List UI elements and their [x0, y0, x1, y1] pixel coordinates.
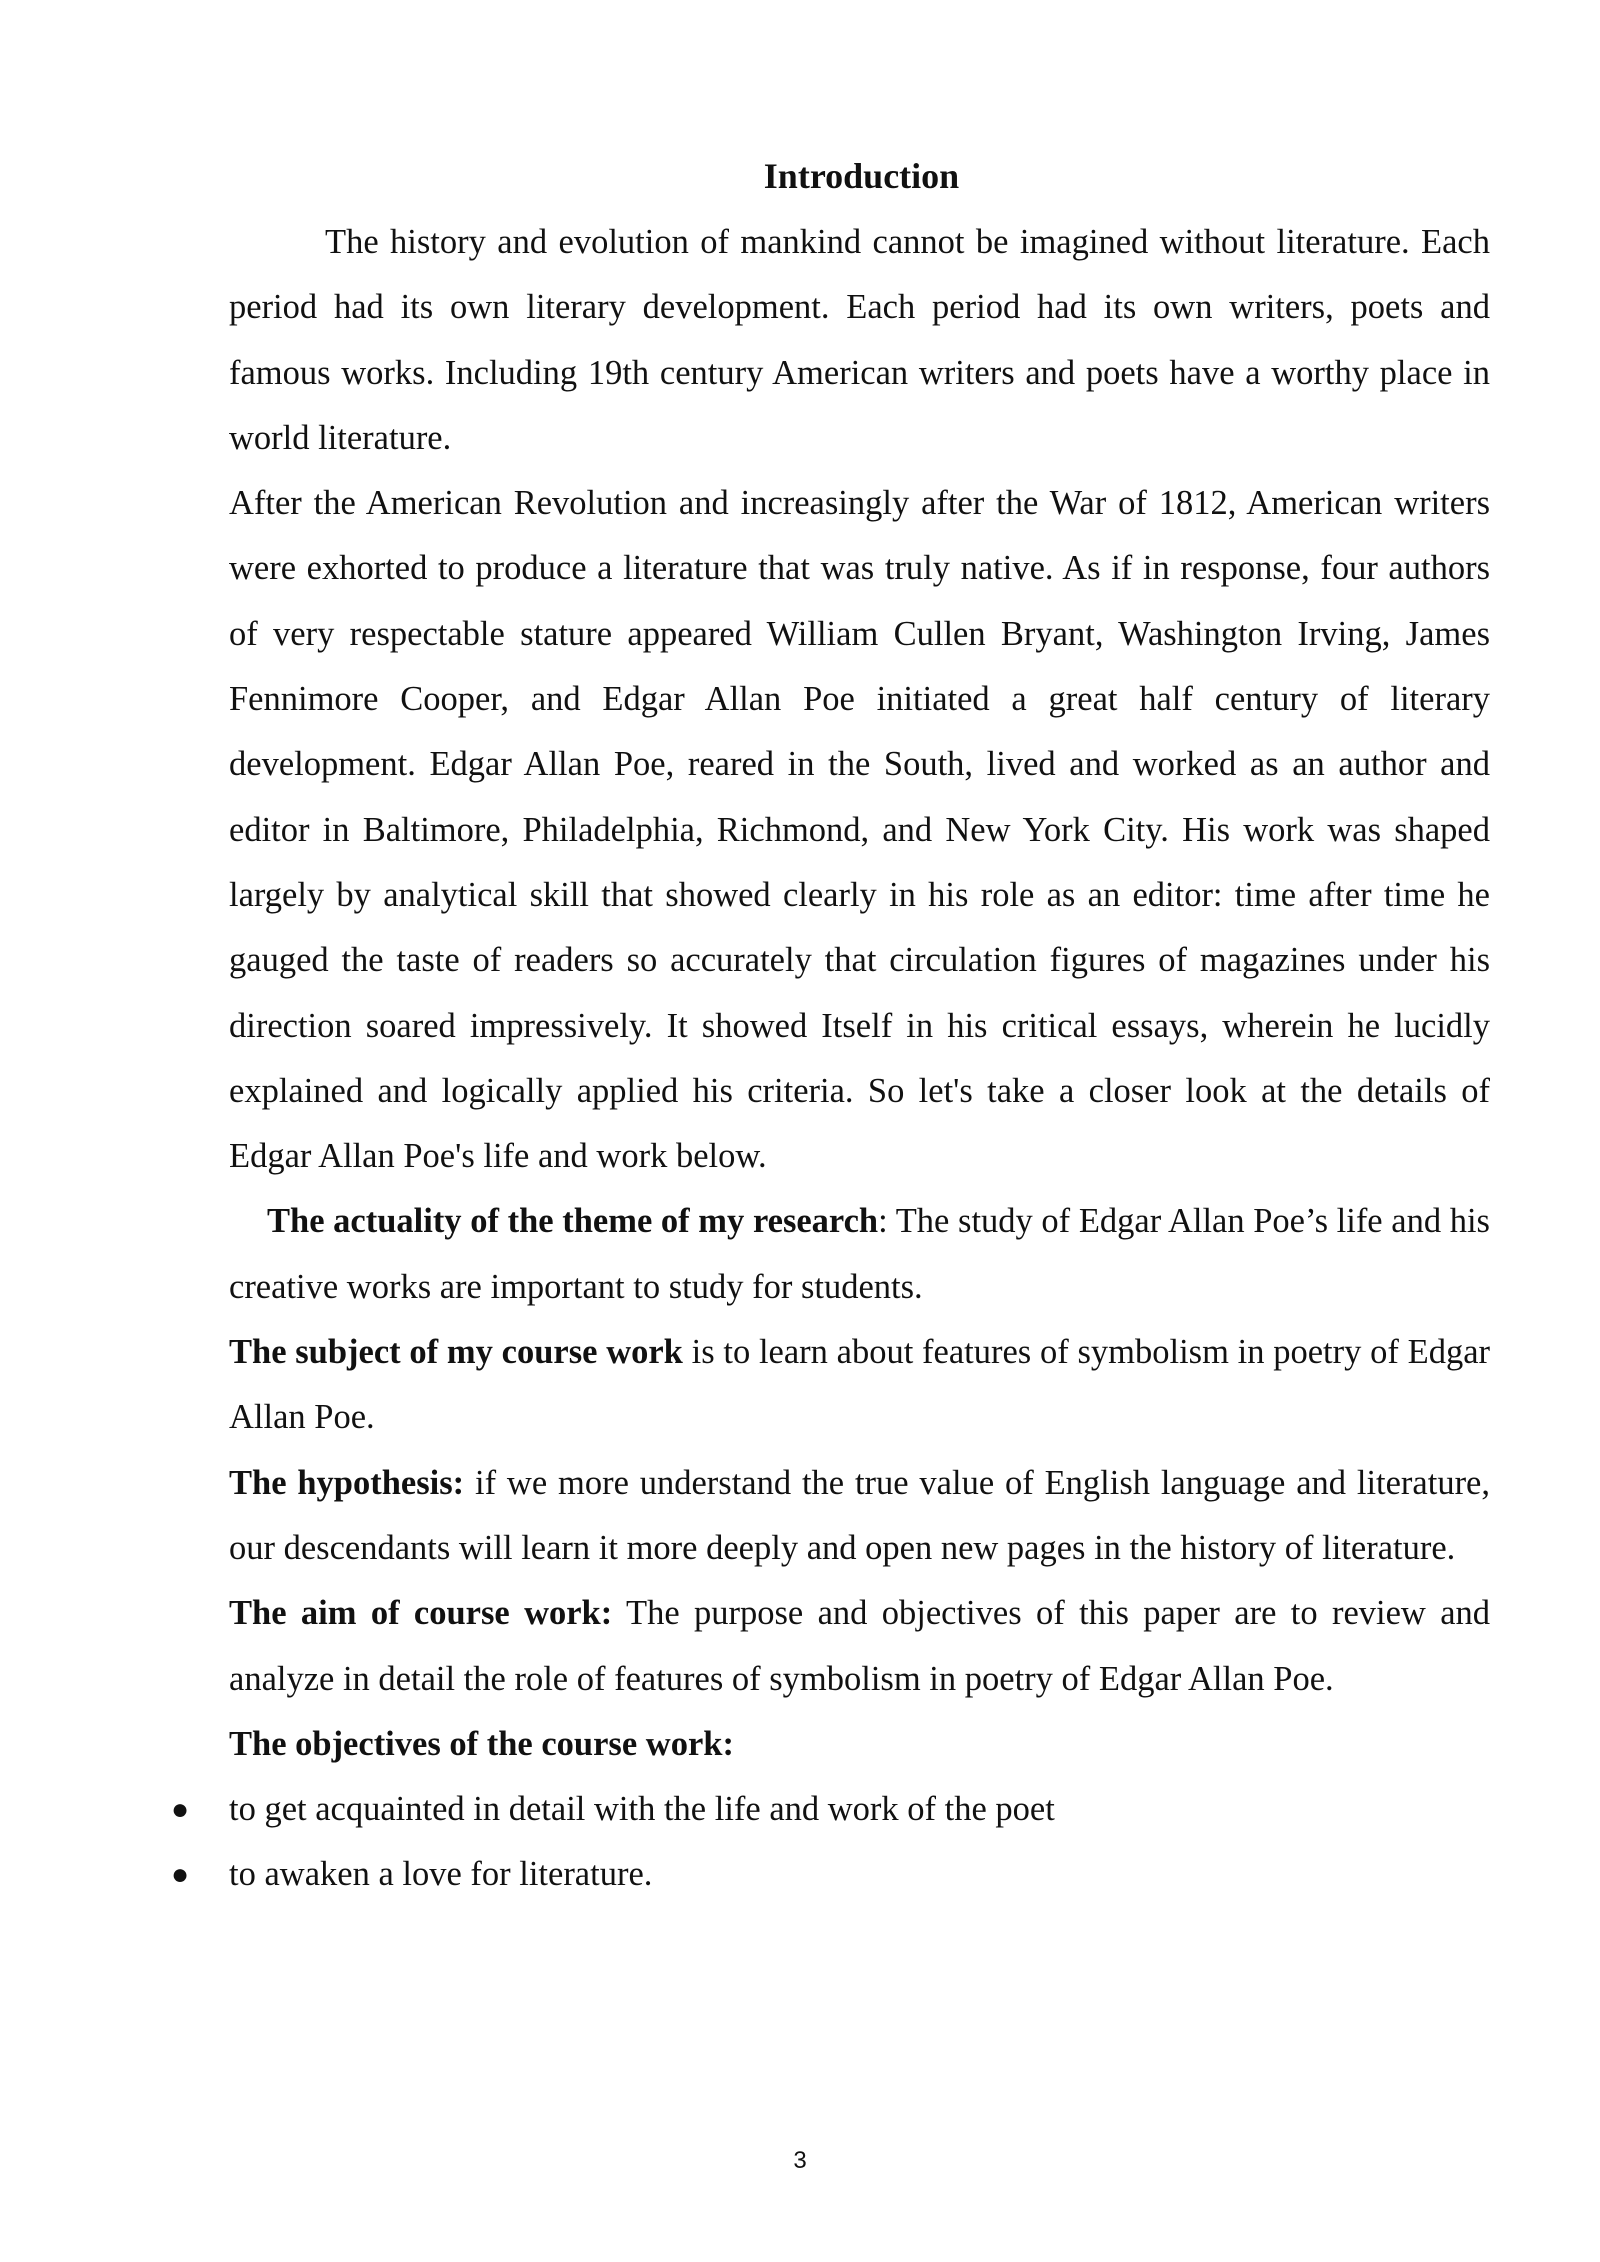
bullet-icon: ●	[171, 1858, 190, 1892]
list-item-text: to awaken a love for literature.	[229, 1855, 653, 1894]
objectives-heading	[229, 1712, 1490, 1777]
aim-paragraph	[229, 1581, 1490, 1712]
objectives-list	[171, 1777, 1490, 1908]
subject-label: The subject of my course work	[229, 1333, 683, 1372]
list-item-text: to get acquainted in detail with the life and work of the poet	[229, 1790, 1055, 1829]
aim-label: The aim of course work:	[229, 1594, 613, 1633]
subject-paragraph	[229, 1320, 1490, 1451]
actuality-text: : The study of Edgar Allan Poe’s life and his creative works are important to study for students.	[229, 1202, 1490, 1306]
bullet-icon: ●	[171, 1793, 190, 1827]
hypothesis-text: if we more understand the true value of English language and literature, our descendants will learn it more deeply and open new pages in the history of literature.	[229, 1463, 1490, 1567]
body-text	[171, 210, 1491, 1908]
page-number: 3	[793, 2147, 807, 2174]
intro-paragraph: The history and evolution of mankind cannot be imagined without literature. Each period had its own literary development. Each period had its own writers, poets and famous works. Including 19th century American writers and poets have a worthy place in world literature.	[229, 223, 1490, 457]
revolution-paragraph: After the American Revolution and increasingly after the War of 1812, American writers were exhorted to produce a literature that was truly native. As if in response, four authors of very respectable stature appeared William Cullen Bryant, Washington Irving, James Fennimore Cooper, and Edgar Allan Poe initiated a great half century of literary development. Edgar Allan Poe, reared in the South, lived and worked as an author and editor in Baltimore, Philadelphia, Richmond, and New York City. His work was shaped largely by analytical skill that showed clearly in his role as an editor: time after time he gauged the taste of readers so accurately that circulation figures of magazines under his direction soared impressively. It showed Itself in his critical essays, wherein he lucidly explained and logically applied his criteria. So let's take a closer look at the details of Edgar Allan Poe's life and work below.	[229, 484, 1490, 1176]
actuality-label: The actuality of the theme of my research	[267, 1202, 879, 1241]
list-item	[171, 1842, 1490, 1907]
hypothesis-label: The hypothesis:	[229, 1463, 465, 1502]
subject-text: is to learn about features of symbolism in poetry of Edgar Allan Poe.	[229, 1333, 1490, 1437]
objectives-label: The objectives of the course work:	[229, 1724, 734, 1763]
actuality-paragraph	[229, 1189, 1490, 1320]
hypothesis-paragraph	[229, 1451, 1490, 1582]
list-item	[171, 1777, 1490, 1842]
aim-text: The purpose and objectives of this paper are to review and analyze in detail the role of features of symbolism in poetry of Edgar Allan Poe.	[229, 1594, 1491, 1698]
section-heading: Introduction	[763, 156, 960, 196]
